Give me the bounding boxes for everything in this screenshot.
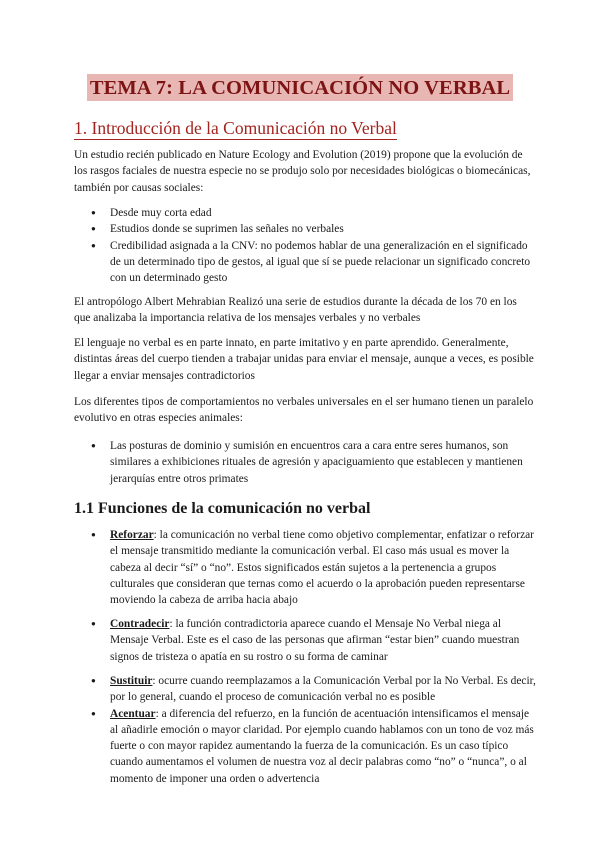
list-item: ● Desde muy corta edad — [74, 205, 536, 221]
title-container — [0, 74, 600, 101]
function-item-reforzar: ● Reforzar: la comunicación no verbal tiene como objetivo complementar, enfatizar o reforzar el mensaje transmitido mediante la comunicación verbal. El caso más usual es mover la cabeza al decir “sí” o “no”. Estos significados están sujetos a la pertenencia a grupos culturales que consideran que ternas como el acuerdo o la aprobación pueden representarse moviendo la cabeza de arriba hacia abajo — [91, 529, 534, 607]
list-item: ● Credibilidad asignada a la CNV: no podemos hablar de una generalización en el significado de un determinado tipo de gestos, al igual que sí se puede relacionar un significado concreto con un determinado gesto — [91, 239, 531, 285]
functions-list-3 — [74, 673, 536, 787]
functions-list-1 — [74, 527, 536, 608]
functions-list-2 — [74, 616, 536, 665]
bullet-icon: ● — [91, 441, 96, 450]
function-item-sustituir: ● Sustituir: ocurre cuando reemplazamos a la Comunicación Verbal por la No Verbal. Es decir, por lo general, cuando el proceso de comunicación verbal no es posible — [91, 675, 536, 704]
bullet-icon: ● — [91, 708, 96, 718]
evolution-bullet-list — [74, 438, 536, 487]
list-item: ● Estudios donde se suprimen las señales no verbales — [74, 221, 536, 237]
intro-bullet-list — [74, 205, 536, 286]
section-1-heading: 1. Introducción de la Comunicación no Verbal — [74, 118, 397, 138]
function-item-acentuar: ● Acentuar: a diferencia del refuerzo, en la función de acentuación intensificamos el mensaje al añadirle emoción o mayor claridad. Por ejemplo cuando hablamos con un tono de voz más fuerte o con mayor rapidez aumentando la fuerza de la comunicación. Es un caso típico cuando aumentamos el volumen de nuestra voz al decir palabras como “no” o “nunca”, o al momento de imponer una orden o advertencia — [91, 707, 534, 785]
evolution-paragraph: Los diferentes tipos de comportamientos no verbales universales en el ser humano tienen un paralelo evolutivo en otras especies animales: — [74, 396, 534, 425]
bullet-icon: ● — [91, 208, 96, 217]
bullet-icon: ● — [91, 224, 96, 234]
section-1-1-heading: 1.1 Funciones de la comunicación no verbal — [74, 500, 371, 517]
bullet-icon: ● — [91, 240, 96, 250]
bullet-icon: ● — [91, 676, 96, 685]
bullet-icon: ● — [91, 619, 96, 628]
function-item-contradecir: ● Contradecir: la función contradictoria aparece cuando el Mensaje No Verbal niega al Mensaje Verbal. Este es el caso de las personas que afirman “estar bien” cuando muestran signos de tristeza o apatía en su rostro o su forma de caminar — [91, 618, 520, 663]
document-title: TEMA 7: LA COMUNICACIÓN NO VERBAL — [87, 74, 513, 101]
list-item: ● Las posturas de dominio y sumisión en encuentros cara a cara entre seres humanos, son similares a exhibiciones rituales de agresión y apaciguamiento que establecen y mantienen jerarquías entre otros primates — [91, 440, 523, 485]
intro-paragraph: Un estudio recién publicado en Nature Ecology and Evolution (2019) propone que la evolución de los rasgos faciales de nuestra especie no se produjo solo por necesidades biológicas o biomecánicas, también por causas sociales: — [74, 149, 531, 194]
innate-language-paragraph: El lenguaje no verbal es en parte innato, en parte imitativo y en parte aprendido. Generalmente, distintas áreas del cuerpo tienden a trabajar unidas para enviar el mensaje, aunque a veces, es posible llegar a enviar mensajes contradictorios — [74, 337, 534, 382]
bullet-icon: ● — [91, 530, 96, 539]
mehrabian-paragraph: El antropólogo Albert Mehrabian Realizó una serie de estudios durante la década de los 70 en los que analizaba la importancia relativa de los mensajes verbales y no verbales — [74, 296, 517, 325]
